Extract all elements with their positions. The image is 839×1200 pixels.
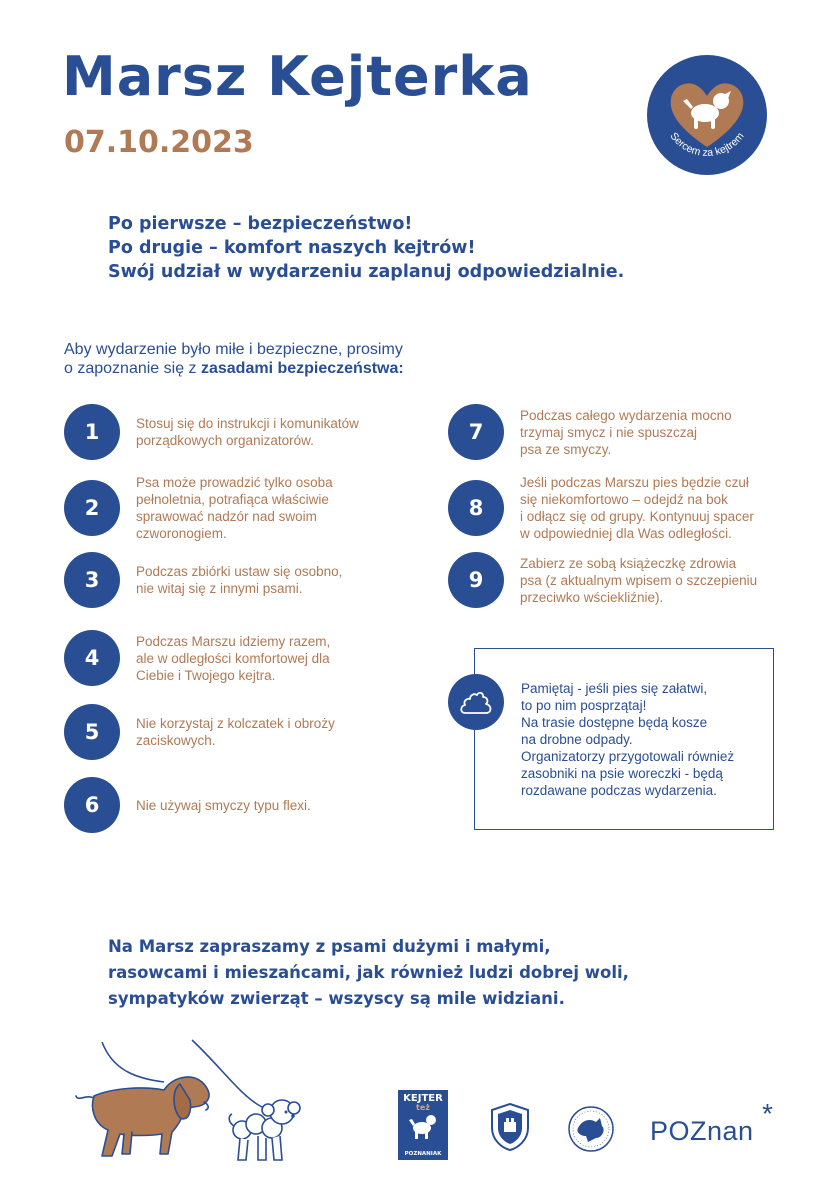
rule-number: 5	[64, 704, 120, 760]
page-title: Marsz Kejterka	[62, 45, 533, 108]
lead-bold: zasadami bezpieczeństwa	[200, 360, 399, 377]
rule-item-7	[448, 404, 732, 460]
intro-line: Swój udział w wydarzeniu zaplanuj odpowiedzialnie.	[108, 262, 625, 282]
rule-text: Zabierz ze sobą książeczkę zdrowia psa (z aktualnym wpisem o szczepieniu przeciwko wściekliźnie).	[520, 555, 758, 605]
rules-lead	[64, 340, 404, 378]
rule-text: Jeśli podczas Marszu pies będzie czuł się niekomfortowo – odejdź na bok i odłącz się od grupy. Kontynuuj spacer w odpowiedniej dla Was odległości.	[520, 475, 754, 541]
dog-poop-icon	[448, 674, 504, 730]
lead-colon: :	[398, 360, 404, 377]
closing-invitation	[108, 934, 629, 1012]
rule-text: Podczas Marszu idziemy razem, ale w odległości komfortowej dla Ciebie i Twojego kejtra.	[136, 633, 331, 683]
asterisk-icon: *	[762, 1098, 774, 1129]
rule-number: 2	[64, 480, 120, 536]
kejter-tez-poznaniak-logo	[398, 1090, 448, 1160]
rule-text: Podczas zbiórki ustaw się osobno, nie witaj się z innymi psami.	[136, 564, 343, 596]
rule-item-2	[64, 474, 333, 542]
poznan-city-logo	[650, 1098, 774, 1147]
rule-item-6	[64, 777, 311, 833]
schronisko-logo	[566, 1104, 616, 1154]
closing-line: Na Marsz zapraszamy z psami dużymi i małymi,	[108, 937, 551, 956]
rule-number: 3	[64, 552, 120, 608]
heart-dog-badge	[647, 55, 767, 175]
event-date: 07.10.2023	[64, 125, 254, 160]
kejter-logo-text: KEJTER	[403, 1093, 443, 1104]
rule-number: 1	[64, 404, 120, 460]
rule-item-1	[64, 404, 359, 460]
rule-number: 6	[64, 777, 120, 833]
intro-line: Po pierwsze – bezpieczeństwo!	[108, 214, 413, 234]
rule-item-3	[64, 552, 342, 608]
closing-line: rasowcami i mieszańcami, jak również ludzi dobrej woli,	[108, 963, 629, 982]
intro-line: Po drugie – komfort naszych kejtrów!	[108, 238, 476, 258]
kejter-logo-subtext: też	[416, 1103, 430, 1112]
lead-line-2	[64, 359, 404, 378]
rule-item-8	[448, 474, 754, 542]
dogs-illustration	[72, 1038, 322, 1168]
rule-text: Nie używaj smyczy typu flexi.	[136, 797, 311, 813]
rule-text: Podczas całego wydarzenia mocno trzymaj smycz i nie spuszczaj psa ze smyczy.	[520, 407, 732, 457]
rule-number: 8	[448, 480, 504, 536]
kejter-logo-footer: POZNANIAK	[404, 1151, 442, 1157]
rule-item-5	[64, 704, 335, 760]
rule-item-4	[64, 630, 330, 686]
rule-item-9	[448, 552, 757, 608]
rule-number: 9	[448, 552, 504, 608]
lead-prefix: o zapoznanie się z	[64, 360, 201, 377]
closing-line: sympatyków zwierząt – wszyscy są mile widziani.	[108, 989, 565, 1008]
poznan-logo-text: POZnan	[650, 1116, 754, 1146]
intro-statements	[108, 212, 624, 284]
rule-text: Nie korzystaj z kolczatek i obroży zaciskowych.	[136, 716, 335, 748]
straz-miejska-logo	[488, 1102, 532, 1152]
badge-text: Sercem za kejtrem	[667, 130, 747, 159]
cleanup-note-text: Pamiętaj - jeśli pies się załatwi, to po nim posprzątaj! Na trasie dostępne będą kosze na drobne odpady. Organizatorzy przygotowali również zasobniki na psie woreczki - będą rozdawane podczas wydarzenia.	[521, 681, 735, 798]
rule-number: 4	[64, 630, 120, 686]
lead-line: Aby wydarzenie było miłe i bezpieczne, prosimy	[64, 341, 403, 358]
rule-text: Psa może prowadzić tylko osoba pełnoletnia, potrafiąca właściwie sprawować nadzór nad swoim czworonogiem.	[136, 475, 333, 541]
rule-number: 7	[448, 404, 504, 460]
rule-text: Stosuj się do instrukcji i komunikatów porządkowych organizatorów.	[136, 416, 359, 448]
